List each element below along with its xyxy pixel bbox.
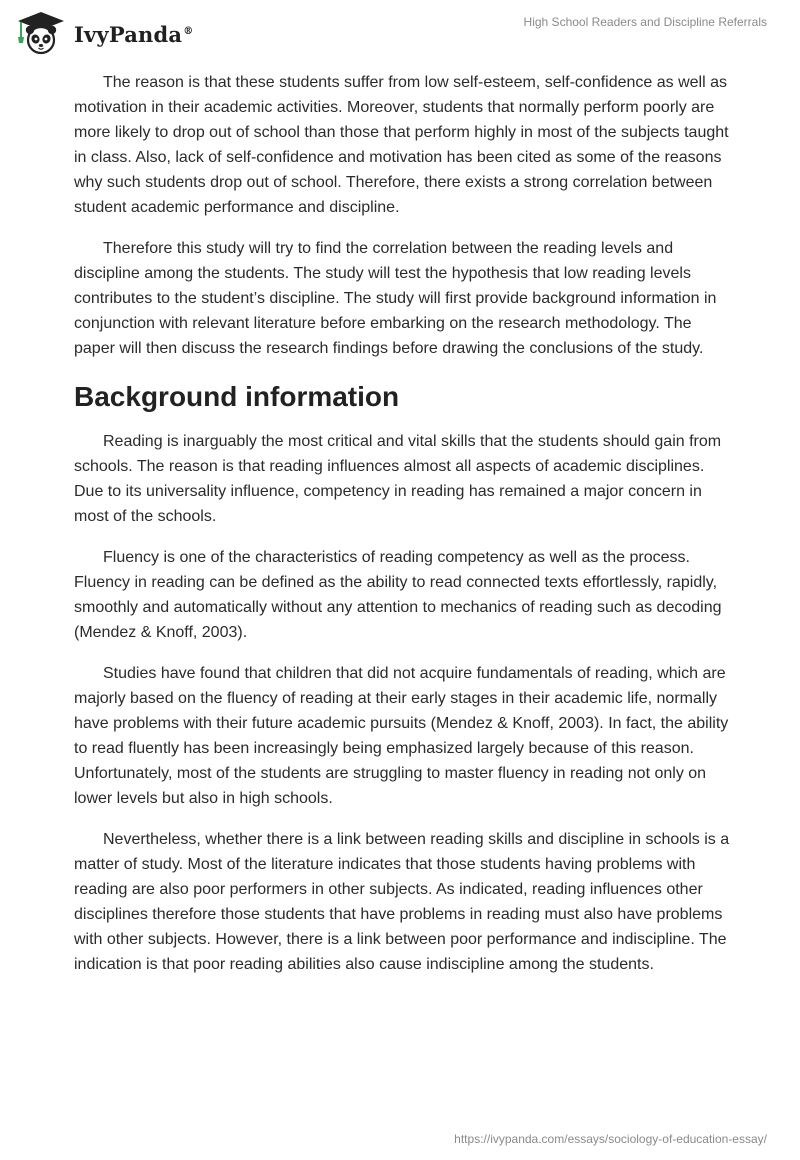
essay-body bbox=[74, 70, 734, 993]
paragraph: Reading is inarguably the most critical and vital skills that the students should gain from schools. The reason is that reading influences almost all aspects of academic disciplines. Due to its universality influence, competency in reading has remained a major concern in most of the schools. bbox=[74, 433, 722, 525]
source-url[interactable]: https://ivypanda.com/essays/sociology-of-education-essay/ bbox=[454, 1132, 767, 1146]
panda-graduate-icon bbox=[14, 10, 68, 56]
section-heading: Background information bbox=[74, 381, 400, 412]
paragraph: The reason is that these students suffer from low self-esteem, self-confidence as well as motivation in their academic activities. Moreover, students that normally perform poorly are more likely to drop out of school than those that perform highly in most of the subjects taught in class. Also, lack of self-confidence and motivation has been cited as some of the reasons why such students drop out of school. Therefore, there exists a strong correlation between student academic performance and discipline. bbox=[74, 74, 729, 216]
paragraph: Studies have found that children that did not acquire fundamentals of reading, which are majorly based on the fluency of reading at their early stages in their academic life, normally have problems with their future academic pursuits (Mendez & Knoff, 2003). In fact, the ability to read fluently has been increasingly being emphasized largely because of this reason. Unfortunately, most of the students are struggling to master fluency in reading not only on lower levels but also in high schools. bbox=[74, 665, 729, 807]
brand-name: IvyPanda® bbox=[74, 21, 194, 47]
document-title: High School Readers and Discipline Referrals bbox=[523, 15, 767, 29]
brand-logo[interactable] bbox=[14, 10, 193, 56]
paragraph: Nevertheless, whether there is a link between reading skills and discipline in schools is a matter of study. Most of the literature indicates that those students having problems with reading are also poor performers in other subjects. As indicated, reading influences other disciplines therefore those students that have problems in reading must also have problems with other subjects. However, there is a link between poor performance and indiscipline. The indication is that poor reading abilities also cause indiscipline among the students. bbox=[74, 831, 730, 973]
page-header bbox=[0, 0, 800, 66]
paragraph: Therefore this study will try to find the correlation between the reading levels and discipline among the students. The study will test the hypothesis that low reading levels contributes to the student’s discipline. The study will first provide background information in conjunction with relevant literature before embarking on the research methodology. The paper will then discuss the research findings before drawing the conclusions of the study. bbox=[74, 240, 717, 357]
paragraph: Fluency is one of the characteristics of reading competency as well as the process. Fluency in reading can be defined as the ability to read connected texts effortlessly, rapidly, smoothly and automatically without any attention to mechanics of reading such as decoding (Mendez & Knoff, 2003). bbox=[74, 549, 722, 641]
